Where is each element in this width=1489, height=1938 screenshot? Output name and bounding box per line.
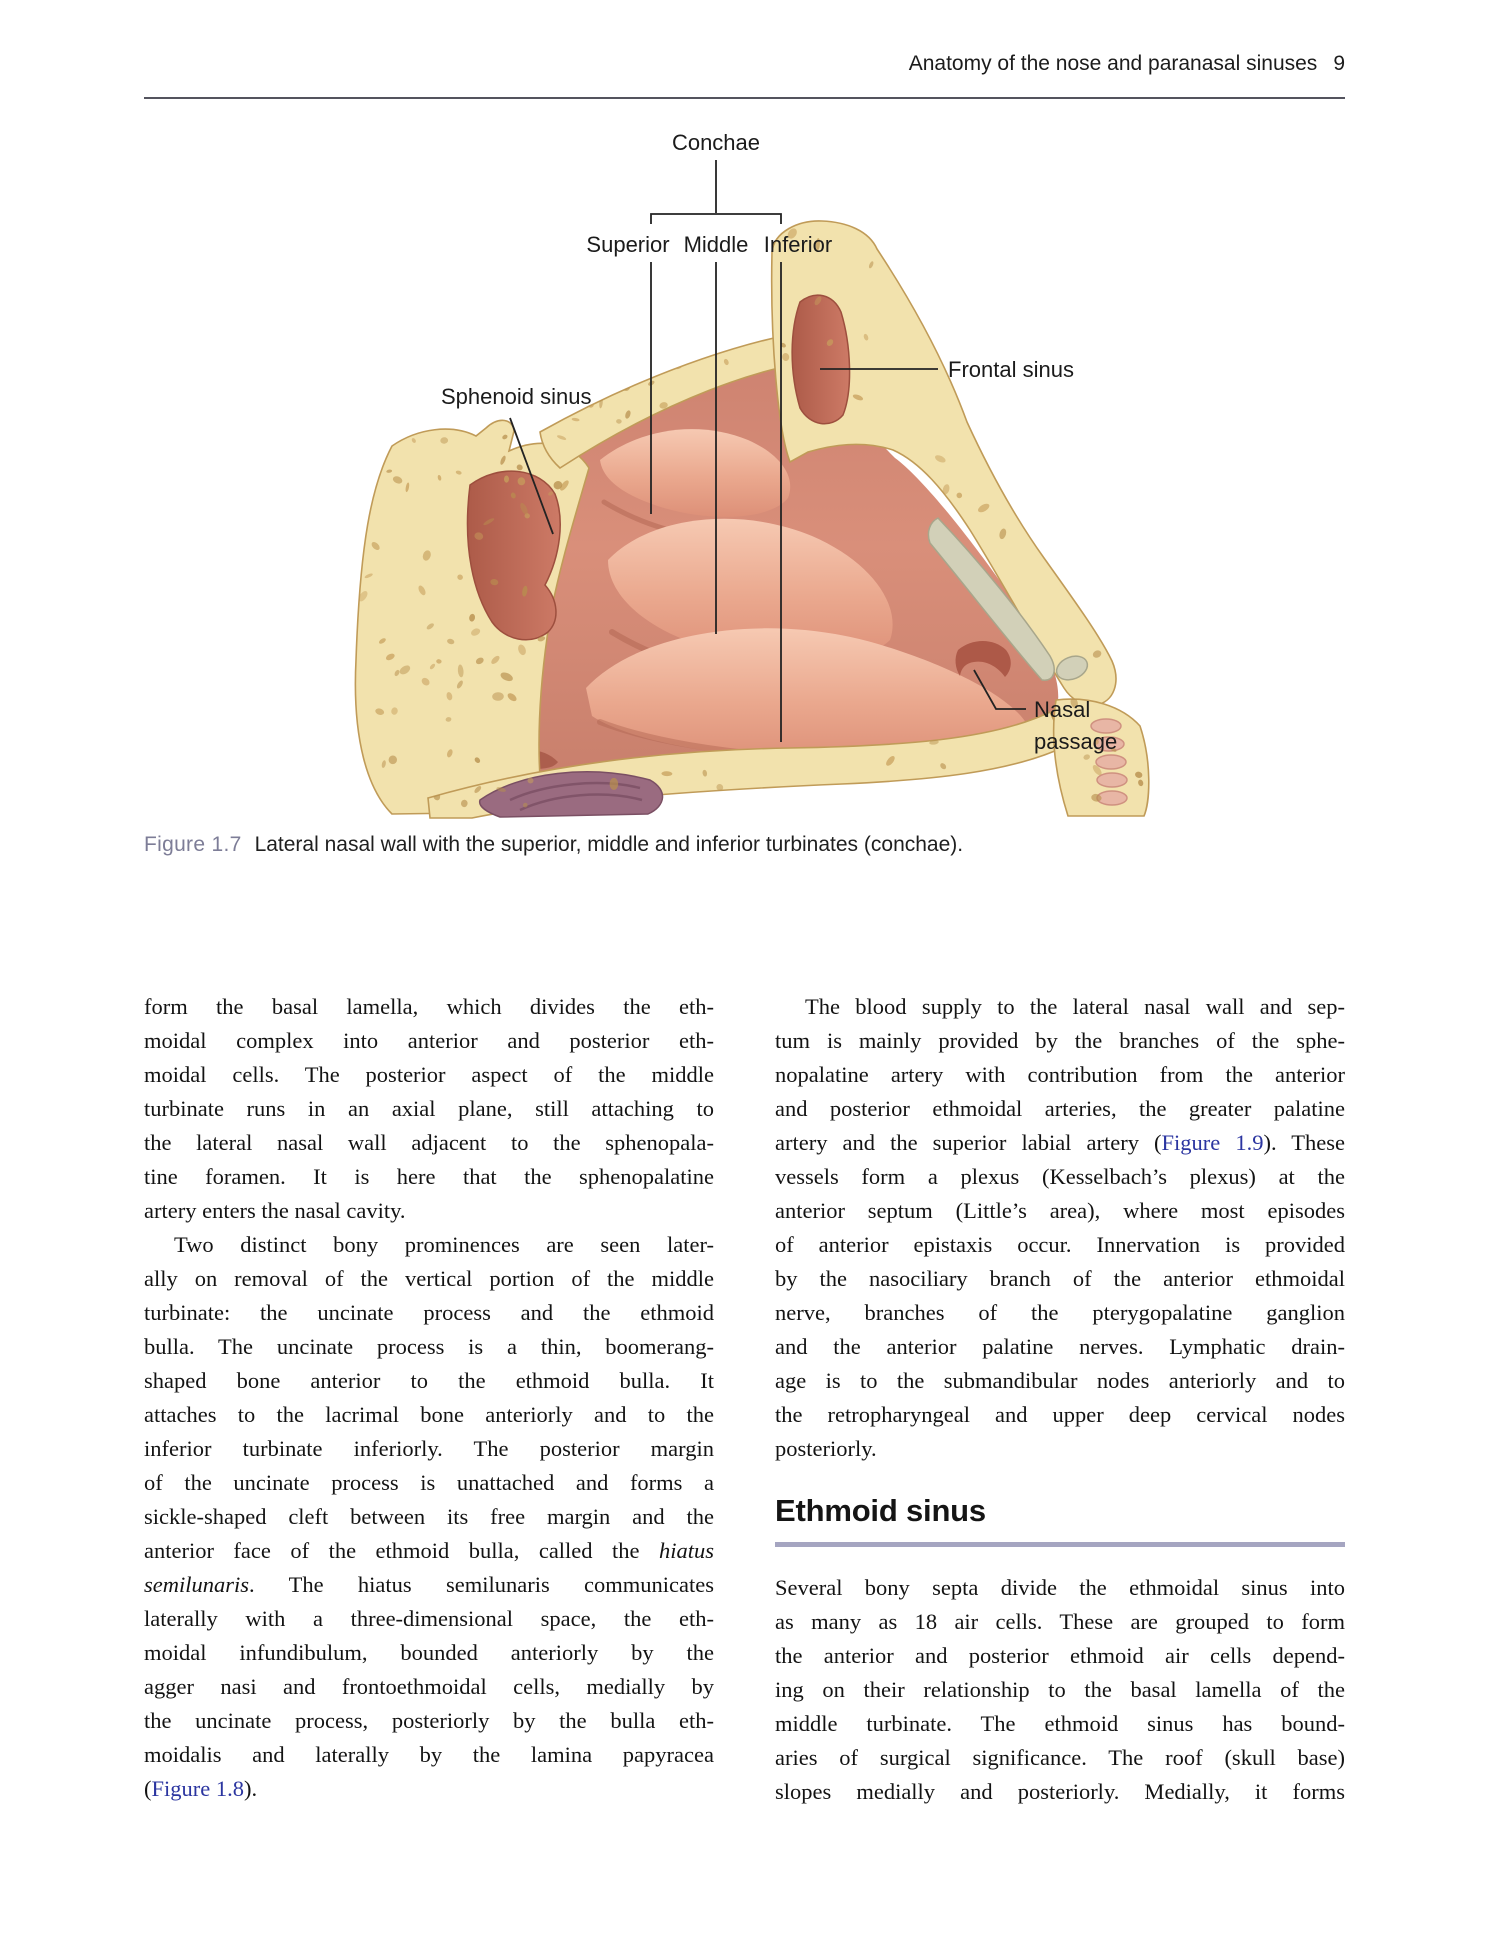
header-rule — [144, 97, 1345, 99]
section-heading: Ethmoid sinus — [775, 1493, 986, 1528]
text-line — [775, 1126, 1345, 1160]
text-line: ing on their relationship to the basal lamella of the — [775, 1677, 1345, 1702]
text-line: nerve, branches of the pterygopalatine ganglion — [775, 1300, 1345, 1325]
frontal-sinus-cavity — [792, 295, 849, 424]
text-line: nopalatine artery with contribution from the anterior — [775, 1062, 1345, 1087]
text-line: age is to the submandibular nodes anteriorly and to — [775, 1368, 1345, 1393]
text-line: anterior septum (Little’s area), where most episodes — [775, 1198, 1345, 1223]
text-line: Several bony septa divide the ethmoidal sinus into — [775, 1575, 1345, 1600]
text-line: ally on removal of the vertical portion of the middle — [144, 1266, 714, 1291]
text-line: agger nasi and frontoethmoidal cells, medially by — [144, 1674, 714, 1699]
text-line: the anterior and posterior ethmoid air cells depend- — [775, 1643, 1345, 1668]
text-line: sickle-shaped cleft between its free margin and the — [144, 1504, 714, 1529]
text-run: ). — [244, 1776, 258, 1801]
text-line: middle turbinate. The ethmoid sinus has bound- — [775, 1711, 1345, 1736]
chapter-title: Anatomy of the nose and paranasal sinuses — [908, 52, 1318, 75]
text-line: moidal complex into anterior and posterior eth- — [144, 1028, 714, 1053]
text-line: tum is mainly provided by the branches of the sphe- — [775, 1028, 1345, 1053]
text-line: aries of surgical significance. The roof (skull base) — [775, 1745, 1345, 1770]
figure-1-8-link[interactable]: Figure 1.8 — [151, 1776, 244, 1801]
text-line: and the anterior palatine nerves. Lymphatic drain- — [775, 1334, 1345, 1359]
text-line: Two distinct bony prominences are seen later- — [174, 1232, 714, 1257]
label-middle: Middle — [683, 232, 749, 257]
text-line: shaped bone anterior to the ethmoid bulla. It — [144, 1368, 714, 1393]
page-number: 9 — [1333, 52, 1345, 75]
section-heading-rule — [775, 1542, 1345, 1547]
text-line: artery enters the nasal cavity. — [144, 1198, 406, 1223]
text-line: tine foramen. It is here that the sphenopalatine — [144, 1164, 714, 1189]
text-line: moidal infundibulum, bounded anteriorly by the — [144, 1640, 714, 1665]
figure-caption-label: Figure 1.7 — [144, 833, 242, 856]
figure-caption-text: Lateral nasal wall with the superior, middle and inferior turbinates (conchae). — [254, 833, 964, 856]
label-sphenoid-sinus: Sphenoid sinus — [441, 384, 592, 409]
text-line: posteriorly. — [775, 1436, 877, 1461]
label-conchae: Conchae — [671, 130, 761, 155]
text-line: as many as 18 air cells. These are grouped to form — [775, 1609, 1345, 1634]
label-passage: passage — [1034, 729, 1118, 754]
text-line: vessels form a plexus (Kesselbach’s plexus) at the — [775, 1164, 1345, 1189]
text-line: the retropharyngeal and upper deep cervical nodes — [775, 1402, 1345, 1427]
right-column — [775, 990, 1345, 1809]
running-head — [144, 52, 1345, 76]
text-run: ( — [144, 1776, 152, 1801]
text-line: the lateral nasal wall adjacent to the sphenopala- — [144, 1130, 714, 1155]
label-frontal-sinus: Frontal sinus — [948, 357, 1074, 382]
text-line: turbinate: the uncinate process and the ethmoid — [144, 1300, 714, 1325]
text-line: and posterior ethmoidal arteries, the greater palatine — [775, 1096, 1345, 1121]
italic-term: semilunaris — [144, 1572, 250, 1597]
label-nasal: Nasal — [1034, 697, 1091, 722]
text-run: . The hiatus semilunaris communicates — [249, 1572, 714, 1597]
text-line — [144, 1534, 714, 1568]
anatomy-illustration — [290, 110, 1170, 820]
label-inferior: Inferior — [763, 232, 833, 257]
text-line: turbinate runs in an axial plane, still attaching to — [144, 1096, 714, 1121]
text-line: bulla. The uncinate process is a thin, boomerang- — [144, 1334, 714, 1359]
text-run: anterior face of the ethmoid bulla, called the — [144, 1538, 659, 1563]
text-line: inferior turbinate inferiorly. The posterior margin — [144, 1436, 714, 1461]
text-run: artery and the superior labial artery ( — [775, 1130, 1162, 1155]
figure-1-9-link[interactable]: Figure 1.9 — [1161, 1130, 1264, 1155]
text-line: by the nasociliary branch of the anterior ethmoidal — [775, 1266, 1345, 1291]
text-line — [144, 1568, 714, 1602]
text-line — [144, 1772, 714, 1806]
text-line: form the basal lamella, which divides the eth- — [144, 994, 714, 1019]
text-line: slopes medially and posteriorly. Medially, it forms — [775, 1779, 1345, 1804]
text-line: moidalis and laterally by the lamina papyracea — [144, 1742, 714, 1767]
text-line: The blood supply to the lateral nasal wall and sep- — [805, 994, 1345, 1019]
label-superior: Superior — [586, 232, 670, 257]
left-column — [144, 990, 714, 1806]
figure-1-7 — [290, 110, 1170, 820]
figure-caption — [144, 833, 1345, 857]
text-run: ). These — [1263, 1130, 1345, 1155]
text-line: of the uncinate process is unattached and forms a — [144, 1470, 714, 1495]
text-line: of anterior epistaxis occur. Innervation is provided — [775, 1232, 1345, 1257]
italic-term: hiatus — [658, 1538, 714, 1563]
text-line: laterally with a three-dimensional space, the eth- — [144, 1606, 714, 1631]
text-line: moidal cells. The posterior aspect of the middle — [144, 1062, 714, 1087]
text-line: attaches to the lacrimal bone anteriorly and to the — [144, 1402, 714, 1427]
text-line: the uncinate process, posteriorly by the bulla eth- — [144, 1708, 714, 1733]
